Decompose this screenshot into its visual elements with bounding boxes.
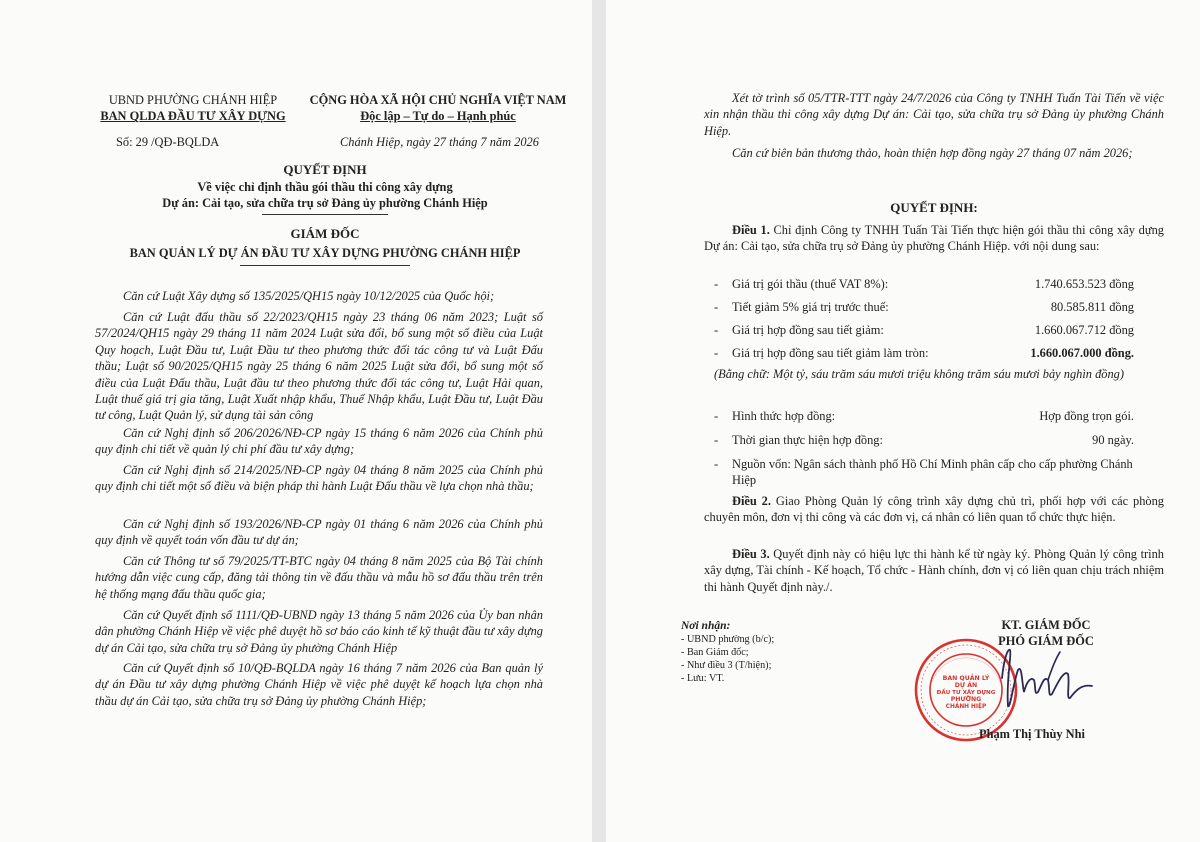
authority-title: GIÁM ĐỐC: [290, 226, 360, 241]
consideration-1: Xét tờ trình số 05/TTR-TTT ngày 24/7/2026 của Công ty TNHH Tuấn Tài Tiến về việc xin nhận thầu thi công xây dựng Dự án: Cải tạo, sửa chữa trụ sở Đảng ủy phường Chánh Hiệp.: [704, 91, 1164, 138]
item-value: 1.660.067.712 đồng: [1034, 323, 1134, 337]
national-header: [306, 92, 570, 125]
legal-basis-5: Căn cứ Nghị định số 193/2026/NĐ-CP ngày 01 tháng 6 năm 2026 của Chính phủ quy định về quyết toán vốn đầu tư dự án;: [95, 517, 543, 548]
item-dash: -: [714, 300, 719, 314]
article-3-head: Điều 3.: [732, 547, 770, 561]
legal-basis-4: Căn cứ Nghị định số 214/2025/NĐ-CP ngày 04 tháng 8 năm 2025 của Chính phủ quy định chi tiết một số điều và biện pháp thi hành Luật Đấu thầu về lựa chọn nhà thầu;: [95, 463, 543, 494]
decision-subtitle-1: Về việc chỉ định thầu gói thầu thi công xây dựng: [197, 180, 453, 194]
authority-divider: [240, 265, 410, 266]
consideration-2: Căn cứ biên bản thương thảo, hoàn thiện hợp đồng ngày 27 tháng 07 năm 2026;: [732, 146, 1133, 160]
document-number: Số: 29 /QĐ-BQLDA: [116, 135, 220, 149]
title-divider: [262, 214, 388, 215]
legal-basis-1: Căn cứ Luật Xây dựng số 135/2025/QH15 ngày 10/12/2025 của Quốc hội;: [123, 289, 495, 303]
recipient-item: - Lưu: VT.: [681, 672, 725, 684]
legal-basis-3: Căn cứ Nghị định số 206/2026/NĐ-CP ngày 15 tháng 6 năm 2026 của Chính phủ quy định chi tiết về quản lý chi phí đầu tư xây dựng;: [95, 426, 543, 457]
legal-basis-2: Căn cứ Luật đấu thầu số 22/2023/QH15 ngày 23 tháng 06 năm 2023; Luật số 57/2024/QH15 ngày 29 tháng 11 năm 2024 Luật sửa đổi, bổ sung một số điều của Luật Quy hoạch, Luật Đầu tư, Luật Đầu tư theo phương thức đối tác công tư và Luật Đấu thầu; Luật số 90/2025/QH15 ngày 25 tháng 6 năm 2025 Luật sửa đổi, bổ sung một số điều của Luật Đấu thầu, Luật đầu tư theo phương thức đối tác công tư, Luật Hải quan, Luật thuế giá trị gia tăng, Luật Xuất nhập khẩu, Thuế Nhập khẩu, Luật Đầu tư, Luật Đầu tư công, Luật Quản lý, sử dụng tài sản công: [95, 310, 543, 423]
decision-subtitle-2: Dự án: Cải tạo, sửa chữa trụ sở Đảng ủy phường Chánh Hiệp: [162, 196, 488, 210]
item-contract-rounded: [714, 345, 1134, 361]
item-dash: -: [714, 323, 719, 337]
svg-text:CHÁNH HIỆP: CHÁNH HIỆP: [945, 704, 987, 710]
recipients-title: Nơi nhận:: [681, 620, 731, 632]
signature-title-2: PHÓ GIÁM ĐỐC: [998, 634, 1094, 649]
document-page-2: [606, 0, 1200, 842]
article-3: [704, 546, 1164, 595]
item-dash: -: [714, 277, 719, 291]
item-value: 80.585.811 đồng: [1050, 300, 1134, 314]
legal-basis-6: Căn cứ Thông tư số 79/2025/TT-BTC ngày 04 tháng 8 năm 2025 của Bộ Tài chính hướng dẫn việc cung cấp, đăng tải thông tin về đấu thầu và mẫu hồ sơ đấu thầu trên trên hệ thống mạng đấu thầu quốc gia;: [95, 554, 543, 601]
article-2-head: Điều 2.: [732, 494, 771, 508]
item-dash: -: [714, 346, 719, 360]
item-label: Thời gian thực hiện hợp đồng:: [732, 433, 883, 447]
svg-text:ĐẦU TƯ XÂY DỰNG: ĐẦU TƯ XÂY DỰNG: [936, 690, 996, 696]
nation-line-2: Độc lập – Tự do – Hạnh phúc: [360, 109, 516, 124]
document-page-1: [0, 0, 592, 842]
decide-title: QUYẾT ĐỊNH:: [890, 200, 978, 215]
item-dash: -: [714, 433, 719, 447]
item-value: Hợp đồng trọn gói.: [1039, 409, 1134, 423]
item-label: Giá trị hợp đồng sau tiết giảm:: [732, 323, 884, 337]
item-value: 90 ngày.: [1092, 433, 1134, 447]
svg-text:PHƯỜNG: PHƯỜNG: [950, 696, 982, 703]
legal-basis-8: Căn cứ Quyết định số 10/QĐ-BQLDA ngày 16 tháng 7 năm 2026 của Ban quản lý dự án Đầu tư xây dựng phường Chánh Hiệp về việc phê duyệt kế hoạch lựa chọn nhà thầu dự án Cải tạo, sửa chữa trụ sở Đảng ủy phường Chánh Hiệp;: [95, 661, 543, 708]
item-reduction: [714, 299, 1134, 315]
agency-line-1: UBND PHƯỜNG CHÁNH HIỆP: [108, 93, 278, 107]
item-label: Hình thức hợp đồng:: [732, 409, 836, 423]
recipient-item: - UBND phường (b/c);: [681, 634, 775, 646]
signer-name: Phạm Thị Thùy Nhi: [979, 727, 1085, 741]
agency-header: [98, 92, 288, 125]
item-label: Giá trị hợp đồng sau tiết giảm làm tròn:: [732, 346, 929, 360]
signature-title-1: KT. GIÁM ĐỐC: [1001, 618, 1091, 632]
recipients-block: [681, 618, 861, 686]
recipient-item: - Ban Giám đốc;: [681, 647, 749, 659]
item-contract-type: [714, 408, 1134, 424]
item-value: 1.740.653.523 đồng: [1034, 277, 1134, 291]
item-label: Giá trị gói thầu (thuế VAT 8%):: [732, 277, 889, 291]
item-duration: [714, 432, 1134, 448]
place-date: Chánh Hiệp, ngày 27 tháng 7 năm 2026: [340, 135, 539, 149]
svg-text:BAN QUẢN LÝ: BAN QUẢN LÝ: [942, 675, 990, 682]
article-1-text: Chỉ định Công ty TNHH Tuấn Tài Tiến thực hiện gói thầu thi công xây dựng Dự án: Cải tạo, sửa chữa trụ sở Đảng ủy phường Chánh Hiệp. với nội dung sau:: [704, 223, 1164, 254]
decision-title: QUYẾT ĐỊNH: [283, 162, 367, 177]
article-1-head: Điều 1.: [732, 223, 770, 237]
article-3-text: Quyết định này có hiệu lực thi hành kể từ ngày ký. Phòng Quản lý công trình xây dựng, Tài chính - Kế hoạch, Tổ chức - Hành chính, đơn vị có liên quan chịu trách nhiệm thi hành Quyết định này./.: [704, 547, 1164, 594]
amount-in-words: (Bằng chữ: Một tỷ, sáu trăm sáu mươi triệu không trăm sáu mươi bảy nghìn đồng): [714, 367, 1125, 381]
authority-agency: BAN QUẢN LÝ DỰ ÁN ĐẦU TƯ XÂY DỰNG PHƯỜNG CHÁNH HIỆP: [129, 246, 521, 260]
item-label: Tiết giảm 5% giá trị trước thuế:: [732, 300, 889, 314]
item-dash: -: [714, 409, 719, 423]
item-value: 1.660.067.000 đồng.: [1030, 346, 1134, 360]
nation-line-1: CỘNG HÒA XÃ HỘI CHỦ NGHĨA VIỆT NAM: [309, 93, 567, 107]
svg-text:DỰ ÁN: DỰ ÁN: [954, 682, 978, 689]
handwritten-signature: [982, 640, 1112, 720]
legal-basis-7: Căn cứ Quyết định số 1111/QĐ-UBND ngày 13 tháng 5 năm 2026 của Ủy ban nhân dân phường Chánh Hiệp về việc phê duyệt hồ sơ báo cáo kinh tế kỹ thuật đầu tư xây dựng dự án Cải tạo, sửa chữa trụ sở Đảng ủy phường Chánh Hiệp: [95, 608, 543, 655]
article-2-text: Giao Phòng Quản lý công trình xây dựng chủ trì, phối hợp với các phòng chuyên môn, đơn vị thi công và các đơn vị, cá nhân có liên quan tổ chức thực hiện.: [704, 494, 1164, 525]
item-funding: [714, 456, 1154, 488]
item-contract-value: [714, 322, 1134, 338]
agency-line-2: BAN QLDA ĐẦU TƯ XÂY DỰNG: [100, 109, 286, 124]
item-label: Nguồn vốn: Ngân sách thành phố Hồ Chí Minh phân cấp cho cấp phường Chánh Hiệp: [732, 457, 1133, 487]
item-package-value: [714, 276, 1134, 292]
recipient-item: - Như điều 3 (T/hiện);: [681, 660, 772, 671]
article-2: [704, 493, 1164, 526]
article-1: [704, 222, 1164, 255]
item-dash: -: [714, 457, 719, 471]
